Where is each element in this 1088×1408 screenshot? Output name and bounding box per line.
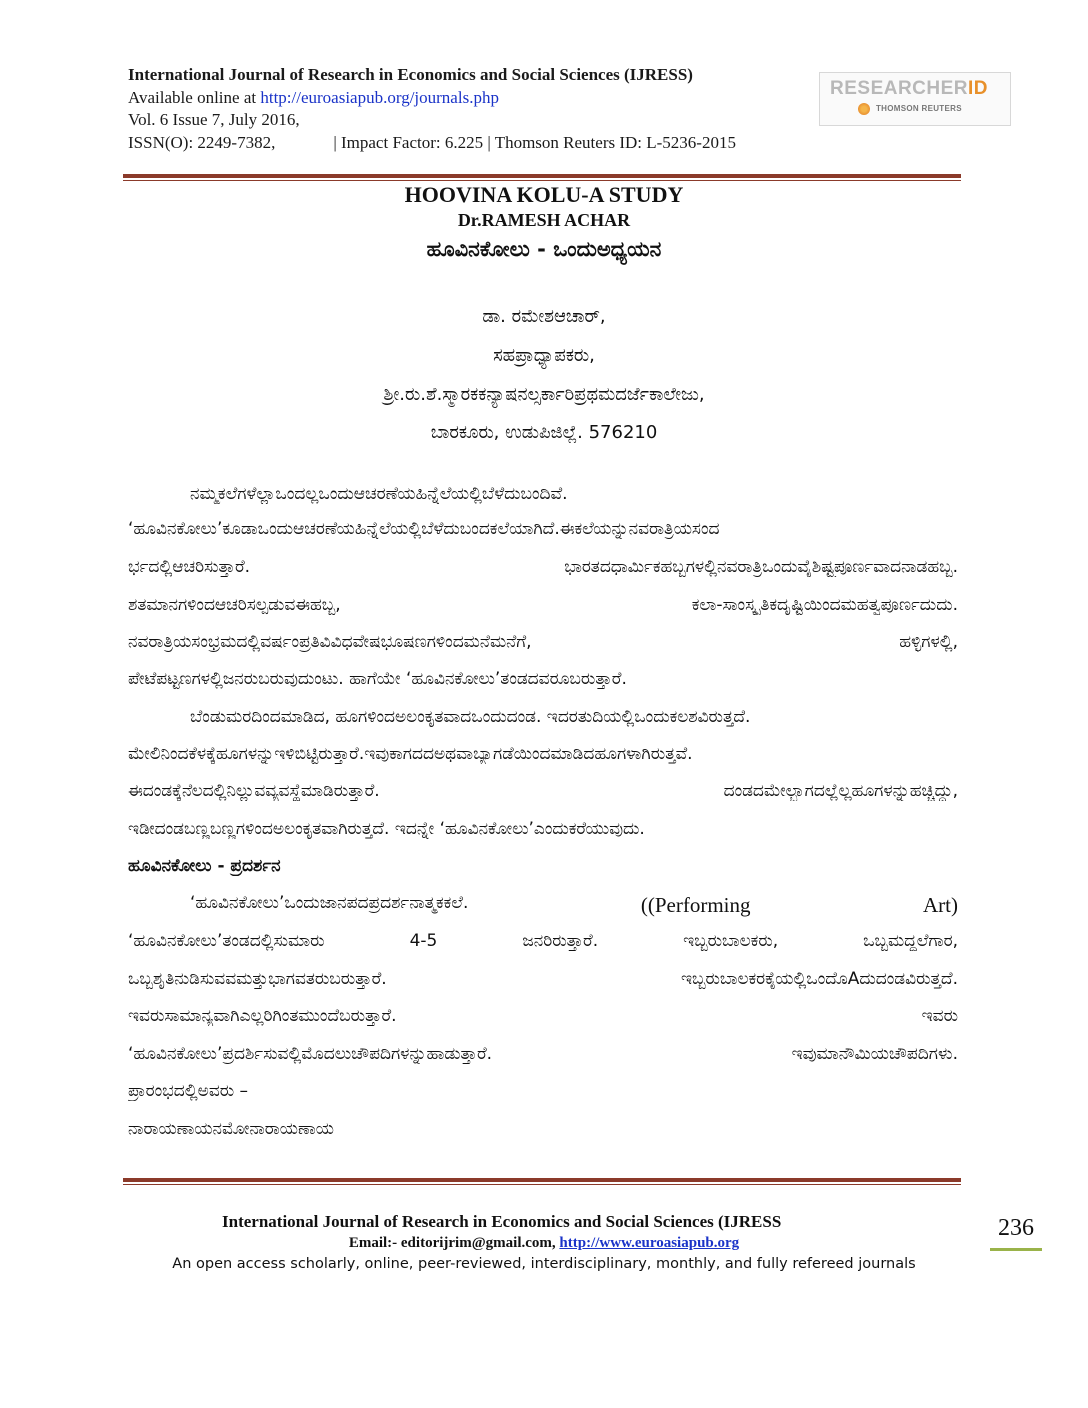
footer-website-link[interactable]: http://www.euroasiapub.org xyxy=(559,1235,740,1251)
footer-journal-name: International Journal of Research in Economics and Social Sciences (IJRESS xyxy=(222,1212,782,1231)
body-text-segment: ಇವರು xyxy=(921,1006,958,1026)
body-text-segment: ‘ಹೂವಿನಕೋಲು’ಒಂದುಜಾನಪದಪ್ರದರ್ಶನಾತ್ಮಕಕಲೆ. xyxy=(190,893,469,913)
volume-info: Vol. 6 Issue 7, July 2016, xyxy=(128,110,300,129)
body-text-segment: ಶತಮಾನಗಳಿಂದಆಚರಿಸಲ್ಪಡುವಈಹಬ್ಬ, xyxy=(128,595,341,615)
body-text-segment: ಒಬ್ಬಮದ್ದಲೆಗಾರ, xyxy=(863,931,958,951)
body-line: ನಮ್ಮಕಲೆಗಳೆಲ್ಲಾಒಂದಲ್ಲಒಂದುಆಚರಣೆಯಹಿನ್ನೆಲೆಯಲ್ಲಿಬೆಳೆದುಬಂದಿವೆ. xyxy=(190,484,568,504)
body-line xyxy=(128,781,958,801)
section-heading: ಹೂವಿನಕೋಲು - ಪ್ರದರ್ಶನ xyxy=(128,856,281,876)
article-title: HOOVINA KOLU-A STUDY xyxy=(404,182,684,207)
author-name-kannada: ಡಾ. ರಮೇಶಆಚಾರ್, xyxy=(482,306,606,327)
body-line xyxy=(128,595,958,615)
body-text-segment: ಇಬ್ಬರುಬಾಲಕರು, xyxy=(683,931,779,951)
footer-description: An open access scholarly, online, peer-reviewed, interdisciplinary, monthly, and fully refereed journals xyxy=(172,1256,916,1272)
author-designation: ಸಹಪ್ರಾಧ್ಯಾಪಕರು, xyxy=(493,345,595,366)
body-text-segment: ಹಳ್ಳಿಗಳಲ್ಲಿ, xyxy=(899,632,958,652)
footer-email: Email:- editorijrim@gmail.com, xyxy=(348,1235,556,1251)
body-text-segment: ಇಬ್ಬರುಬಾಲಕರಕೈಯಲ್ಲಿಒಂದೊAದುದಂಡವಿರುತ್ತದೆ. xyxy=(680,969,958,989)
thomson-reuters-icon xyxy=(858,103,870,115)
body-line xyxy=(128,969,958,989)
logo-id-text: ID xyxy=(968,78,989,99)
body-text-segment: ದಂಡದಮೇಲ್ಭಾಗದಲ್ಲೆಲ್ಲಹೂಗಳನ್ನುಹಚ್ಚಿದ್ದು, xyxy=(723,781,958,801)
journals-link[interactable]: http://euroasiapub.org/journals.php xyxy=(260,87,499,107)
body-line xyxy=(128,632,958,652)
author-name: Dr.RAMESH ACHAR xyxy=(457,210,631,230)
body-text-segment: ಜನರಿರುತ್ತಾರೆ. xyxy=(522,931,599,951)
body-line xyxy=(128,893,958,918)
header-divider xyxy=(123,174,961,181)
journal-name: International Journal of Research in Economics and Social Sciences (IJRESS) xyxy=(128,65,693,84)
body-text-segment: ರ್ಭದಲ್ಲಿಆಚರಿಸುತ್ತಾರೆ. xyxy=(128,557,251,577)
issn: ISSN(O): 2249-7382, xyxy=(128,132,276,152)
logo-sub-text: THOMSON REUTERS xyxy=(876,104,962,113)
body-line: ನಾರಾಯಣಾಯನಮೋನಾರಾಯಣಾಯ xyxy=(128,1119,334,1139)
body-text-segment: ((Performing xyxy=(640,893,751,917)
body-text-segment: ಕಲಾ-ಸಾಂಸ್ಕೃತಿಕದೃಷ್ಟಿಯಿಂದಮಹತ್ವಪೂರ್ಣದುದು. xyxy=(691,595,958,615)
body-text-segment: ನವರಾತ್ರಿಯಸಂಭ್ರಮದಲ್ಲಿವರ್ಷಂಪ್ರತಿವಿವಿಧವೇಷಭೂಷಣಗಳಿಂದಮನೆಮನೆಗೆ, xyxy=(128,632,532,652)
available-label: Available online at xyxy=(128,87,257,107)
body-text-segment: ಇವರುಸಾಮಾನ್ಯವಾಗಿಎಲ್ಲರಿಗಿಂತಮುಂದೆಬರುತ್ತಾರೆ. xyxy=(128,1006,397,1026)
body-text-segment: ಭಾರತದಧಾರ್ಮಿಕಹಬ್ಬಗಳಲ್ಲಿನವರಾತ್ರಿಒಂದುವೈಶಿಷ್ಟ್ಯಪೂರ್ಣವಾದನಾಡಹಬ್ಬ. xyxy=(564,557,958,577)
logo-main-text: RESEARCHER xyxy=(830,78,969,99)
body-text-segment: Art) xyxy=(922,893,958,917)
body-text-segment: 4-5 xyxy=(409,931,438,951)
author-place: ಬಾರಕೂರು, ಉಡುಪಿಜಿಲ್ಲೆ. 576210 xyxy=(430,422,658,443)
body-line: ಮೇಲಿನಿಂದಕೆಳಕ್ಕೆಹೂಗಳನ್ನುಇಳಿಬಿಟ್ಟಿರುತ್ತಾರೆ.ಇವುಕಾಗದದಅಥವಾಬ್ಯಾಗಡೆಯಿಂದಮಾಡಿದಹೂಗಳಾಗಿರುತ್ತವೆ. xyxy=(128,744,693,764)
footer-contact xyxy=(0,1235,1088,1252)
issn-row xyxy=(128,132,828,155)
page-number: 236 xyxy=(990,1210,1042,1251)
body-line: ಬೆಂಡುಮರದಿಂದಮಾಡಿದ, ಹೂಗಳಿಂದಅಲಂಕೃತವಾದಒಂದುದಂಡ. ಇದರತುದಿಯಲ್ಲಿಒಂದುಕಲಶವಿರುತ್ತದೆ. xyxy=(190,707,751,727)
body-text-segment: ‘ಹೂವಿನಕೋಲು’ಪ್ರದರ್ಶಿಸುವಲ್ಲಿಮೊದಲುಚೌಪದಿಗಳನ್ನುಹಾಡುತ್ತಾರೆ. xyxy=(128,1044,493,1064)
body-line: ಇಡೀದಂಡಬಣ್ಣಬಣ್ಣಗಳಿಂದಅಲಂಕೃತವಾಗಿರುತ್ತದೆ. ಇದನ್ನೇ ‘ಹೂವಿನಕೋಲು’ಎಂದುಕರೆಯುವುದು. xyxy=(128,819,645,839)
body-line: ಪ್ರಾರಂಭದಲ್ಲಿಅವರು – xyxy=(128,1081,249,1101)
body-text-segment: ಈದಂಡಕ್ಕೆನೆಲದಲ್ಲಿನಿಲ್ಲುವವ್ಯವಸ್ಥೆಮಾಡಿರುತ್ತಾರೆ. xyxy=(128,781,380,801)
author-college: ಶ್ರೀ.ರು.ಶೆ.ಸ್ಮಾರಕಕನ್ಯಾಷನಲ್ಸರ್ಕಾರಿಪ್ರಥಮದರ್ಜೆಕಾಲೇಜು, xyxy=(383,384,705,405)
body-line xyxy=(128,931,958,951)
article-title-kannada: ಹೂವಿನಕೋಲು - ಒಂದುಅಧ್ಯಯನ xyxy=(426,237,662,261)
body-line xyxy=(128,557,958,577)
impact-factor: | Impact Factor: 6.225 | Thomson Reuters ID: L-5236-2015 xyxy=(333,132,736,152)
footer-divider xyxy=(123,1178,961,1185)
body-line xyxy=(128,1006,958,1026)
researcherid-logo xyxy=(819,72,1011,126)
body-text-segment: ‘ಹೂವಿನಕೋಲು’ತಂಡದಲ್ಲಿಸುಮಾರು xyxy=(128,931,325,951)
body-text-segment: ಒಬ್ಬಶೃತಿನುಡಿಸುವವಮತ್ತುಭಾಗವತರುಬರುತ್ತಾರೆ. xyxy=(128,969,387,989)
body-line xyxy=(128,1044,958,1064)
body-text-segment: ಇವುಮಾನೌಮಿಯಚೌಪದಿಗಳು. xyxy=(791,1044,958,1064)
body-line: ಪೇಟೆಪಟ್ಟಣಗಳಲ್ಲಿಜನರುಬರುವುದುಂಟು. ಹಾಗೆಯೇ ‘ಹೂವಿನಕೋಲು’ತಂಡದವರೂಬರುತ್ತಾರೆ. xyxy=(128,669,627,689)
journal-header xyxy=(128,64,828,154)
available-online-row xyxy=(128,87,828,110)
body-line: ‘ಹೂವಿನಕೋಲು’ಕೂಡಾಒಂದುಆಚರಣೆಯಹಿನ್ನೆಲೆಯಲ್ಲಿಬೆಳೆದುಬಂದಕಲೆಯಾಗಿದೆ.ಈಕಲೆಯನ್ನುನವರಾತ್ರಿಯಸಂದ xyxy=(128,519,720,539)
